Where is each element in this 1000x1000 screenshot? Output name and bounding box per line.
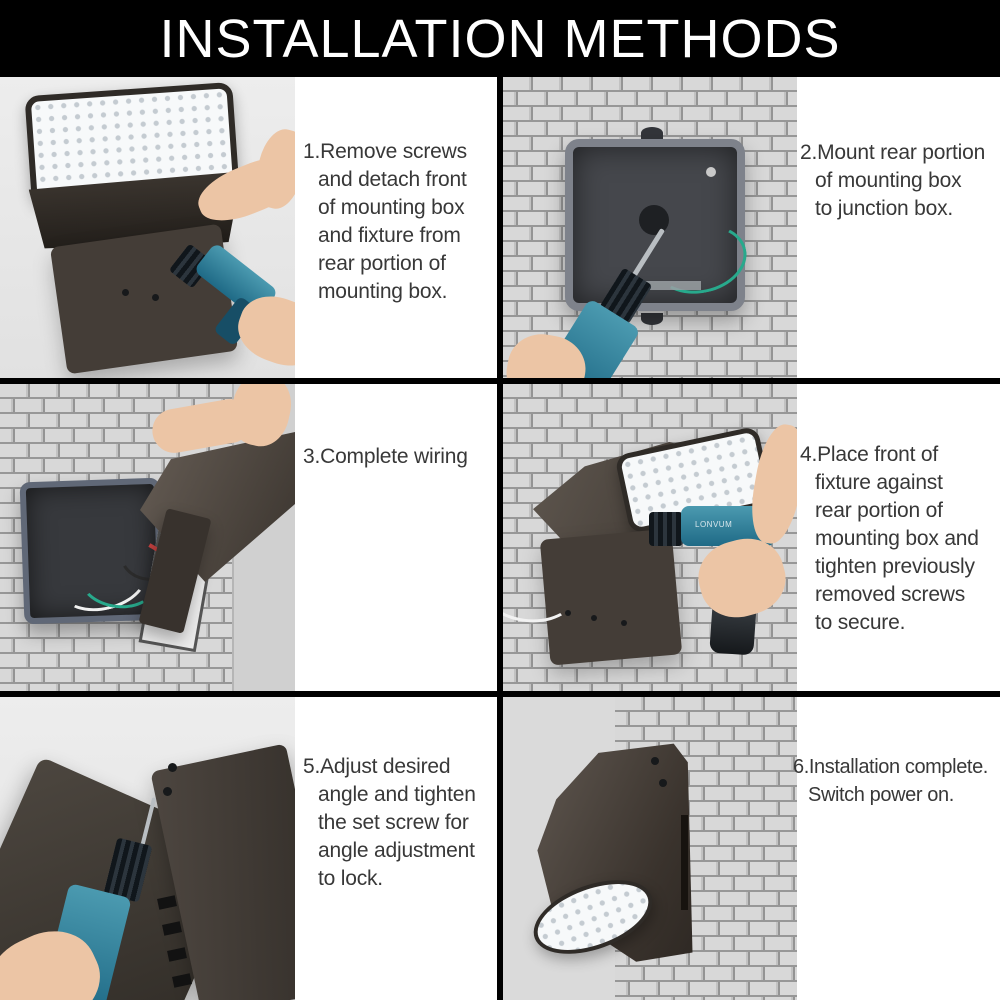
step-text-line: 1.Remove screws xyxy=(303,140,467,163)
brick-row xyxy=(0,669,232,682)
step-text-line: mounting box. xyxy=(318,280,448,303)
step-text-line: removed screws xyxy=(815,583,966,606)
step-1-panel xyxy=(0,77,497,378)
step-6-text xyxy=(793,753,999,809)
brick-row xyxy=(0,654,232,667)
step-3-text xyxy=(303,443,493,471)
set-screw-dot xyxy=(163,787,172,796)
brick-row xyxy=(503,77,797,90)
brick-row xyxy=(503,384,797,397)
step-6-panel xyxy=(503,697,1000,1000)
step-text-line: 5.Adjust desired xyxy=(303,755,451,778)
title-banner xyxy=(0,0,1000,77)
step-text-line: 2.Mount rear portion xyxy=(800,141,986,164)
screw-dot xyxy=(651,757,659,765)
mounting-arm-illustration xyxy=(681,815,688,910)
screw-dot xyxy=(621,620,627,626)
brick-row xyxy=(503,414,797,427)
step-text-line: to secure. xyxy=(815,611,906,634)
step-4-photo xyxy=(503,384,797,691)
step-3-photo xyxy=(0,384,295,691)
brick-row xyxy=(0,684,232,691)
brick-row xyxy=(615,982,797,995)
brick-row xyxy=(0,384,232,397)
brick-row xyxy=(503,684,797,691)
step-text-line: the set screw for xyxy=(318,811,469,834)
step-text-line: angle and tighten xyxy=(318,783,476,806)
page-title: INSTALLATION METHODS xyxy=(159,8,841,69)
step-text-line: rear portion of xyxy=(318,252,446,275)
step-text-line: 3.Complete wiring xyxy=(303,445,468,468)
step-text-line: of mounting box xyxy=(318,196,465,219)
step-2-photo xyxy=(503,77,797,378)
screw-dot xyxy=(122,289,129,296)
mounting-ear xyxy=(641,127,663,139)
drill-chuck-illustration xyxy=(649,512,683,546)
step-text-line: 6.Installation complete. xyxy=(793,756,988,778)
set-screw-dot xyxy=(168,763,177,772)
step-text-line: tighten previously xyxy=(815,555,975,578)
drill-brand-label: LONVUM xyxy=(695,520,733,529)
step-text-line: of mounting box xyxy=(815,169,962,192)
step-text-line: to lock. xyxy=(318,867,383,890)
step-text-line: and detach front xyxy=(318,168,467,191)
step-3-panel xyxy=(0,384,497,691)
step-text-line: fixture against xyxy=(815,471,943,494)
step-1-photo xyxy=(0,77,295,378)
step-text-line: angle adjustment xyxy=(318,839,475,862)
step-text-line: 4.Place front of xyxy=(800,443,939,466)
step-text-line: Switch power on. xyxy=(808,784,954,806)
step-6-photo xyxy=(503,697,797,1000)
step-text-line: and fixture from xyxy=(318,224,461,247)
brick-row xyxy=(615,712,797,725)
step-1-text xyxy=(303,138,493,306)
brick-row xyxy=(503,399,797,412)
mounting-plate-illustration xyxy=(50,224,238,375)
brick-row xyxy=(503,669,797,682)
screw-dot xyxy=(152,294,159,301)
step-text-line: to junction box. xyxy=(815,197,954,220)
step-text-line: rear portion of xyxy=(815,499,943,522)
brick-row xyxy=(615,967,797,980)
step-text-line: mounting box and xyxy=(815,527,979,550)
screw-dot xyxy=(659,779,667,787)
brick-row xyxy=(503,92,797,105)
step-2-panel xyxy=(503,77,1000,378)
step-5-photo xyxy=(0,697,295,1000)
screw-dot xyxy=(706,167,716,177)
screw-dot xyxy=(591,615,597,621)
step-5-panel xyxy=(0,697,497,1000)
step-4-text xyxy=(800,441,998,637)
brick-row xyxy=(615,697,797,710)
mounting-ear xyxy=(641,313,663,325)
step-4-panel xyxy=(503,384,1000,691)
brick-row xyxy=(615,727,797,740)
step-2-text xyxy=(800,139,998,223)
brick-row xyxy=(503,107,797,120)
step-5-text xyxy=(303,753,495,893)
